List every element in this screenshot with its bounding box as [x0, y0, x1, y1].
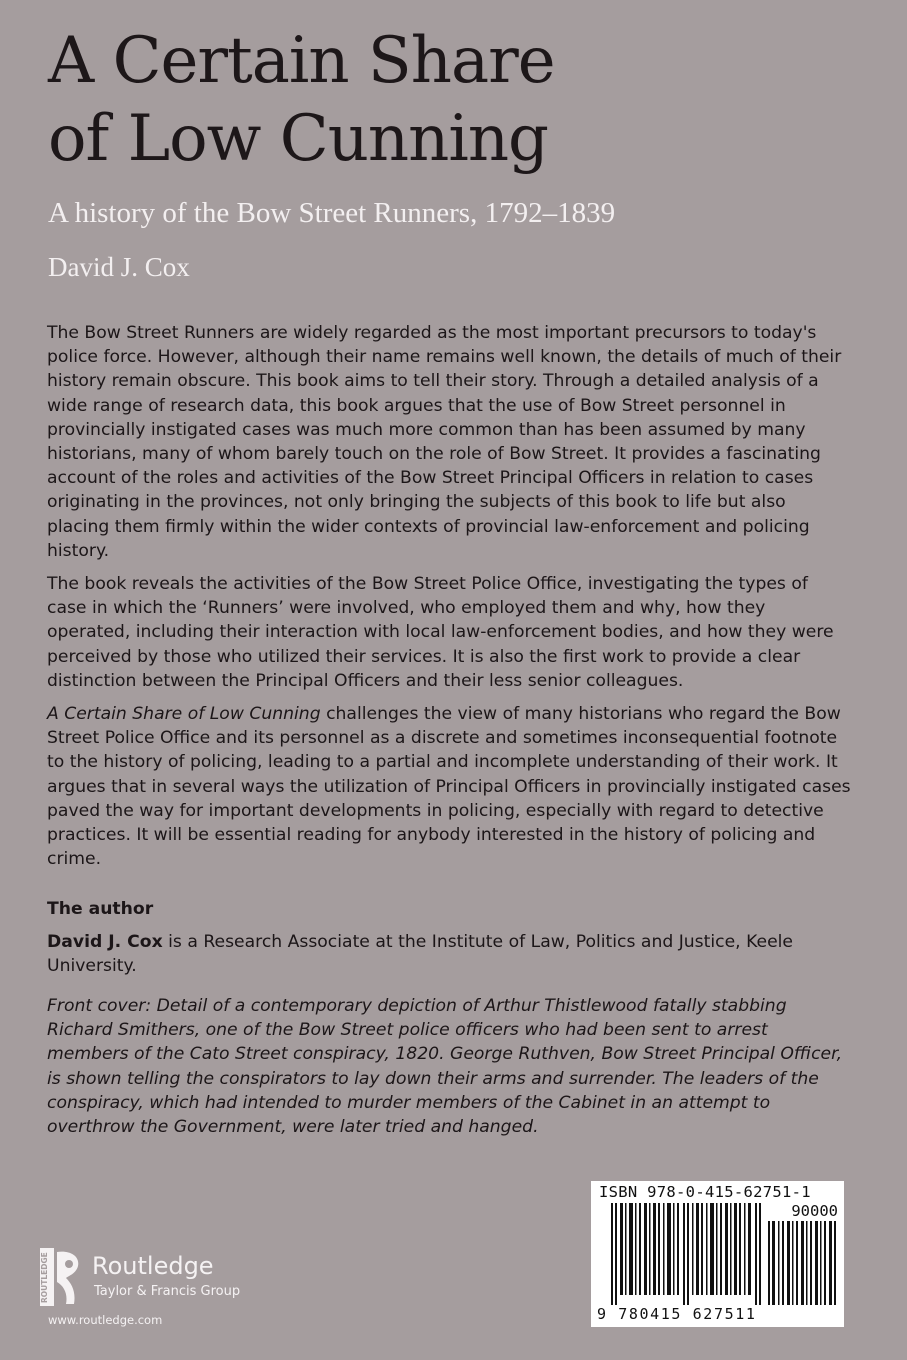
author-bio — [47, 930, 852, 978]
barcode-bar-pattern — [611, 1203, 761, 1305]
book-subtitle: A history of the Bow Street Runners, 1792–1839 — [48, 197, 616, 229]
price-addon-bars — [768, 1221, 838, 1305]
publisher-url: www.routledge.com — [48, 1313, 163, 1327]
isbn-barcode — [591, 1181, 844, 1327]
routledge-logo-icon — [40, 1248, 88, 1306]
routledge-logo-text: ROUTLEDGE — [40, 1252, 49, 1303]
isbn-number: ISBN 978-0-415-62751-1 — [599, 1183, 811, 1201]
book-title — [48, 22, 868, 178]
book-title-line-1: A Certain Share — [48, 24, 555, 98]
addon-bar-pattern — [768, 1221, 836, 1305]
blurb-paragraph-1: The Bow Street Runners are widely regarded as the most important precursors to today's police force. However, although their name remains well known, the details of much of their history remain obscure. This book aims to tell their story. Through a detailed analysis of a wide range of research data, this book argues that the use of Bow Street personnel in provincially instigated cases was much more common than has been assumed by many historians, many of whom barely touch on the role of Bow Street. It provides a fascinating account of the roles and activities of the Bow Street Principal Officers in relation to cases originating in the provinces, not only bringing the subjects of this book to life but also placing them firmly within the wider contexts of provincial law-enforcement and policing history. — [47, 323, 842, 561]
book-title-line-2: of Low Cunning — [48, 102, 548, 176]
ean-digits: 9 780415 627511 — [597, 1305, 757, 1323]
price-code: 90000 — [791, 1202, 838, 1220]
blurb — [47, 321, 852, 1148]
book-author: David J. Cox — [48, 252, 190, 282]
author-bio-text: is a Research Associate at the Institute of Law, Politics and Justice, Keele University. — [47, 931, 794, 976]
publisher-logo — [40, 1248, 260, 1308]
publisher-group: Taylor & Francis Group — [94, 1284, 241, 1299]
blurb-paragraph-3 — [47, 702, 852, 871]
ean-barcode-bars — [611, 1203, 763, 1305]
author-heading: The author — [47, 899, 154, 920]
blurb-paragraph-3-text: challenges the view of many historians who regard the Bow Street Police Office and its personnel as a discrete and sometimes inconsequential footnote to the history of policing, leading to a partial and incomplete understanding of their work. It argues that in several ways the utilization of Principal Officers in provincially instigated cases paved the way for important developments in policing, especially with regard to detective practices. It will be essential reading for anybody interested in the history of policing and crime. — [47, 704, 851, 870]
blurb-title-reference: A Certain Share of Low Cunning — [47, 704, 321, 725]
blurb-paragraph-2: The book reveals the activities of the Bow Street Police Office, investigating the types of case in which the ‘Runners’ were involved, who employed them and why, how they operated, including their interaction with local law-enforcement bodies, and how they were perceived by those who utilized their services. It is also the first work to provide a clear distinction between the Principal Officers and their less senior colleagues. — [47, 574, 834, 691]
author-bio-name: David J. Cox — [47, 931, 163, 952]
publisher-name: Routledge — [92, 1252, 214, 1280]
front-cover-note: Front cover: Detail of a contemporary depiction of Arthur Thistlewood fatally stabbing Richard Smithers, one of the Bow Street police officers who had been sent to arrest members of the Cato Street conspiracy, 1820. George Ruthven, Bow Street Principal Officer, is shown telling the conspirators to lay down their arms and surrender. The leaders of the conspiracy, which had intended to murder members of the Cabinet in an attempt to overthrow the Government, were later tried and hanged. — [47, 996, 843, 1138]
